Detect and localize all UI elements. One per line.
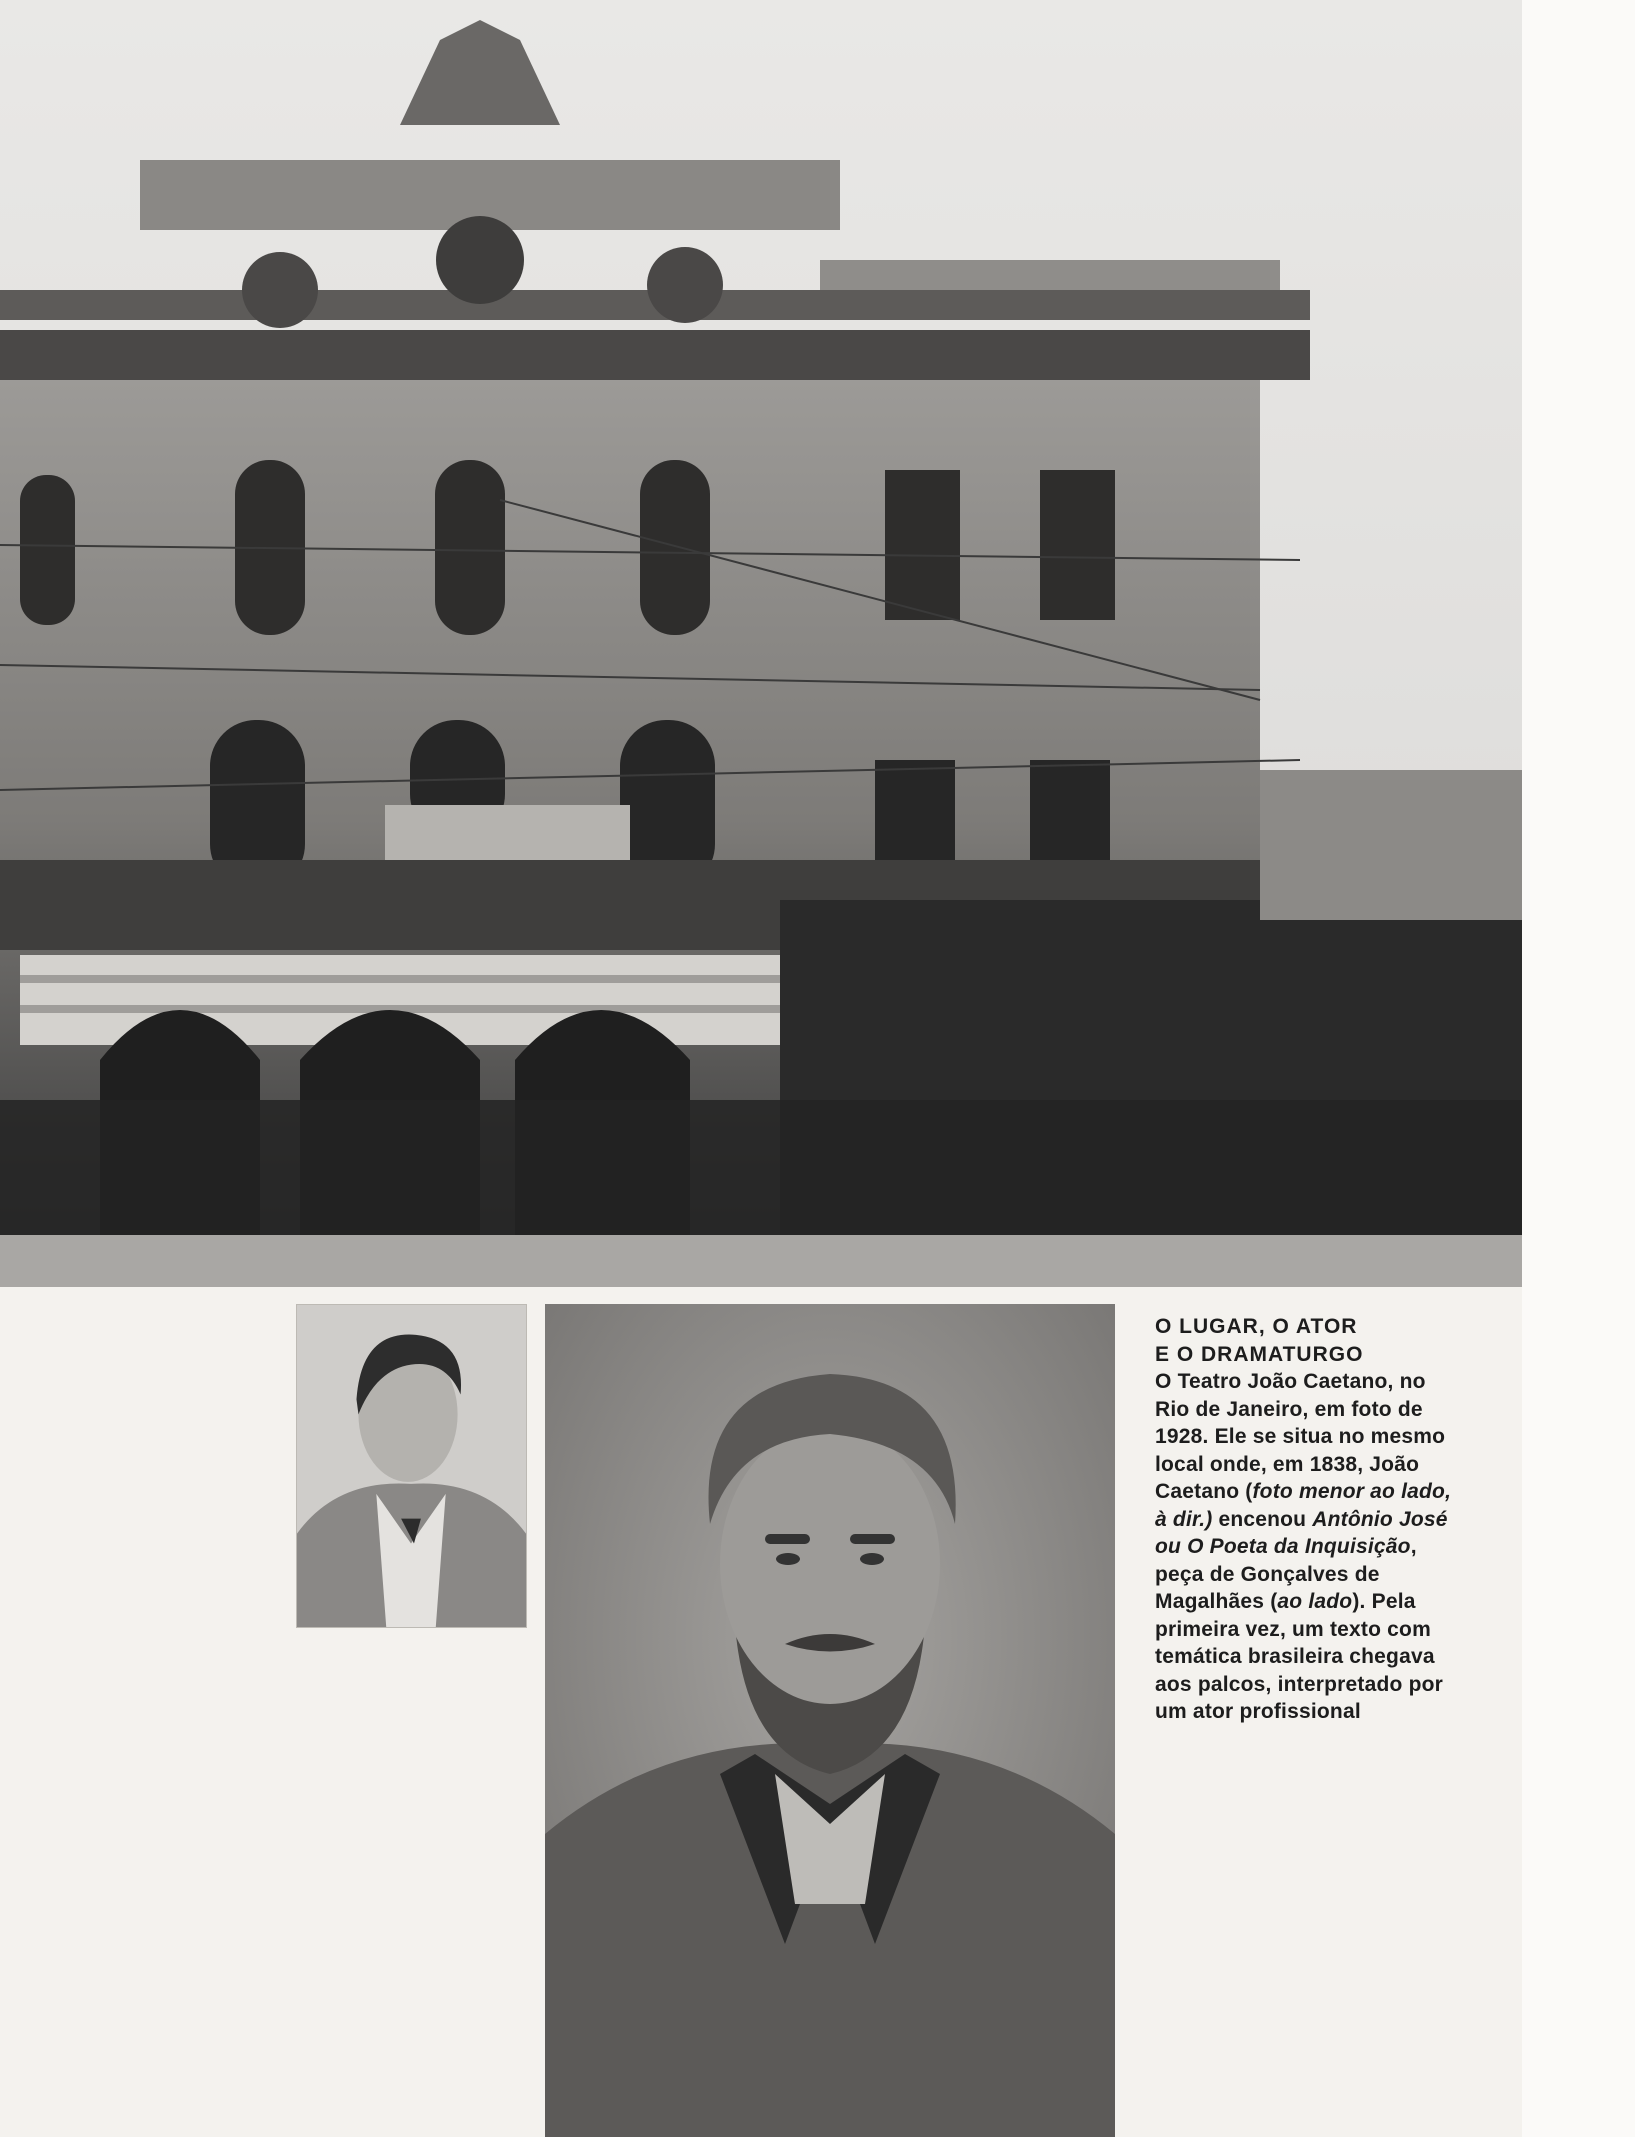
caption-italic-1: foto menor ao lado, à dir.) — [1155, 1480, 1452, 1531]
caption-italic-3: ao lado — [1277, 1590, 1353, 1613]
playwright-portrait — [545, 1304, 1115, 2137]
caption-text-2: encenou — [1212, 1507, 1313, 1531]
caption-heading-line1: O LUGAR, O ATOR — [1155, 1315, 1358, 1338]
caption-text-3: , peça de Gonçalves de Magalhães ( — [1155, 1535, 1417, 1613]
caption-heading-line2: E O DRAMATURGO — [1155, 1342, 1364, 1366]
caption-italic-2: Antônio José ou O Poeta da Inquisição — [1155, 1507, 1448, 1558]
caption-text-4: ). Pela primeira vez, um texto com temática brasileira chegava aos palcos, interpretado por um ator profissional — [1155, 1590, 1443, 1723]
caption-text-1: O Teatro João Caetano, no Rio de Janeiro, em foto de 1928. Ele se situa no mesmo local onde, em 1838, João Caetano ( — [1155, 1370, 1446, 1503]
caption-body — [1155, 1370, 1451, 1723]
actor-portrait — [296, 1304, 527, 1628]
photo-caption — [1155, 1313, 1455, 1726]
page-margin — [1522, 0, 1635, 2137]
